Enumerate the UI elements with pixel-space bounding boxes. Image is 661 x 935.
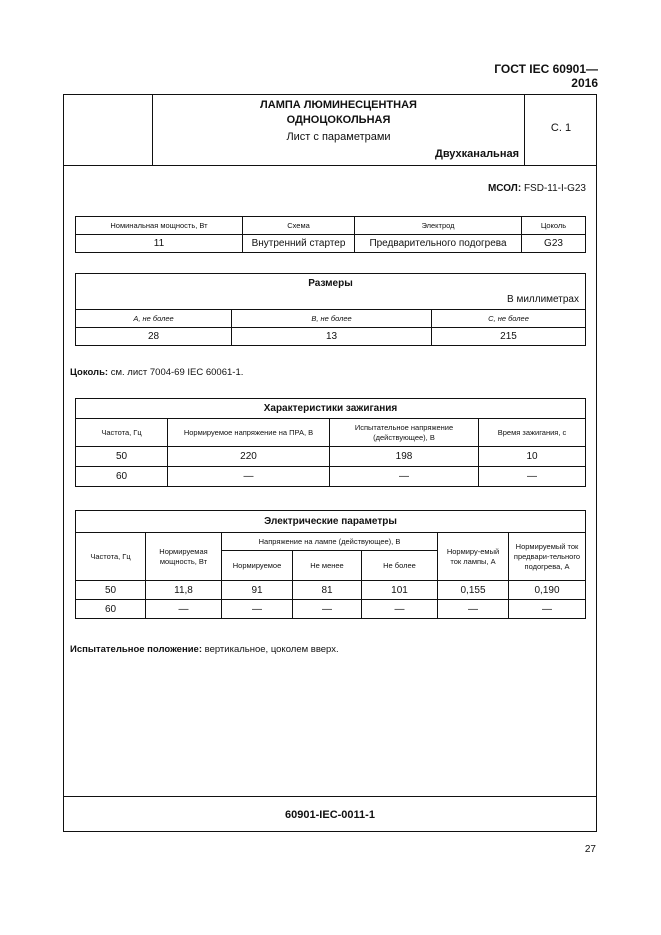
ignition-table xyxy=(75,398,586,487)
header-dim-b xyxy=(232,310,432,328)
cell-dim-c: 215 xyxy=(432,328,586,346)
header-dim-a xyxy=(76,310,232,328)
header-el-current: Нормиру-емый ток лампы, А xyxy=(438,533,509,581)
cell-el: 101 xyxy=(362,581,438,600)
base-note-text: см. лист 7004-69 IEC 60061-1. xyxy=(110,367,244,378)
electrical-title: Электрические параметры xyxy=(76,511,586,533)
cell-el: — xyxy=(293,600,362,619)
lamp-type: Двухканальная xyxy=(434,148,519,160)
header-el-power: Нормируемая мощность, Вт xyxy=(146,533,222,581)
cell-power: 11 xyxy=(76,235,243,253)
cell-el: 50 xyxy=(76,581,146,600)
sheet-subtitle: Лист с параметрами xyxy=(286,131,391,143)
cell-el: — xyxy=(509,600,586,619)
cell-el: 0,190 xyxy=(509,581,586,600)
header-ign-test: Испытательное напряжение (действующее), В xyxy=(330,419,479,447)
cell-ign-ballast: — xyxy=(168,467,330,487)
sheet-label: С. 1 xyxy=(550,122,572,134)
dimensions-title: Размеры xyxy=(308,278,353,289)
electrical-table xyxy=(75,510,586,619)
header-power: Номинальная мощность, Вт xyxy=(76,217,243,235)
standard-number: ГОСТ IEC 60901—2016 xyxy=(494,62,598,90)
cell-dim-a: 28 xyxy=(76,328,232,346)
cell-electrode: Предварительного подогрева xyxy=(355,235,522,253)
header-circuit: Схема xyxy=(243,217,355,235)
cell-el: 81 xyxy=(293,581,362,600)
cell-ign-time: 10 xyxy=(479,447,586,467)
header-el-max: Не более xyxy=(362,551,438,581)
header-dim-c-text: C, не более xyxy=(488,313,529,323)
sheet-header xyxy=(63,94,597,166)
header-el-freq: Частота, Гц xyxy=(76,533,146,581)
base-note-label: Цоколь: xyxy=(70,367,109,378)
cell-el: 11,8 xyxy=(146,581,222,600)
sheet-code: 60901-IEC-0011-1 xyxy=(285,809,375,821)
mcol-value: FSD-11-I-G23 xyxy=(523,183,586,194)
footer-divider xyxy=(63,796,597,797)
cell-circuit: Внутренний стартер xyxy=(243,235,355,253)
header-el-voltage: Напряжение на лампе (действующее), В xyxy=(222,533,438,551)
cell-ign-freq: 50 xyxy=(76,447,168,467)
base-note xyxy=(70,367,243,378)
title-line-2: ОДНОЦОКОЛЬНАЯ xyxy=(286,114,391,126)
header-ign-freq: Частота, Гц xyxy=(76,419,168,447)
title-line-1: ЛАМПА ЛЮМИНЕСЦЕНТНАЯ xyxy=(260,99,417,111)
header-ign-ballast: Нормируемое напряжение на ПРА, В xyxy=(168,419,330,447)
mcol-code xyxy=(488,183,586,194)
cell-dim-b: 13 xyxy=(232,328,432,346)
header-base: Цоколь xyxy=(522,217,586,235)
dimensions-title-cell xyxy=(76,274,586,310)
cell-el: — xyxy=(222,600,293,619)
header-el-min: Не менее xyxy=(293,551,362,581)
header-dim-a-text: A, не более xyxy=(133,313,174,323)
cell-el: 0,155 xyxy=(438,581,509,600)
header-ign-time: Время зажигания, с xyxy=(479,419,586,447)
cell-el: 60 xyxy=(76,600,146,619)
dimensions-table xyxy=(75,273,586,346)
cell-ign-test: 198 xyxy=(330,447,479,467)
header-el-nominal: Нормируемое xyxy=(222,551,293,581)
header-electrode: Электрод xyxy=(355,217,522,235)
lamp-main-table xyxy=(75,216,586,253)
cell-base: G23 xyxy=(522,235,586,253)
cell-ign-ballast: 220 xyxy=(168,447,330,467)
header-dim-c xyxy=(432,310,586,328)
header-el-preheat: Нормируемый ток предвари-тельного подогрева, А xyxy=(509,533,586,581)
test-position-label: Испытательное положение: xyxy=(70,644,202,655)
mcol-label: МСОЛ: xyxy=(487,183,522,194)
header-dim-b-text: B, не более xyxy=(311,313,352,323)
cell-el: — xyxy=(438,600,509,619)
dimensions-unit: В миллиметрах xyxy=(507,294,579,305)
page-number: 27 xyxy=(584,844,596,855)
cell-ign-test: — xyxy=(330,467,479,487)
cell-ign-time: — xyxy=(479,467,586,487)
cell-el: — xyxy=(362,600,438,619)
test-position-note xyxy=(70,644,339,655)
test-position-text: вертикальное, цоколем вверх. xyxy=(204,644,339,655)
ignition-title: Характеристики зажигания xyxy=(76,399,586,419)
cell-ign-freq: 60 xyxy=(76,467,168,487)
cell-el: 91 xyxy=(222,581,293,600)
sheet-title xyxy=(153,98,524,128)
cell-el: — xyxy=(146,600,222,619)
